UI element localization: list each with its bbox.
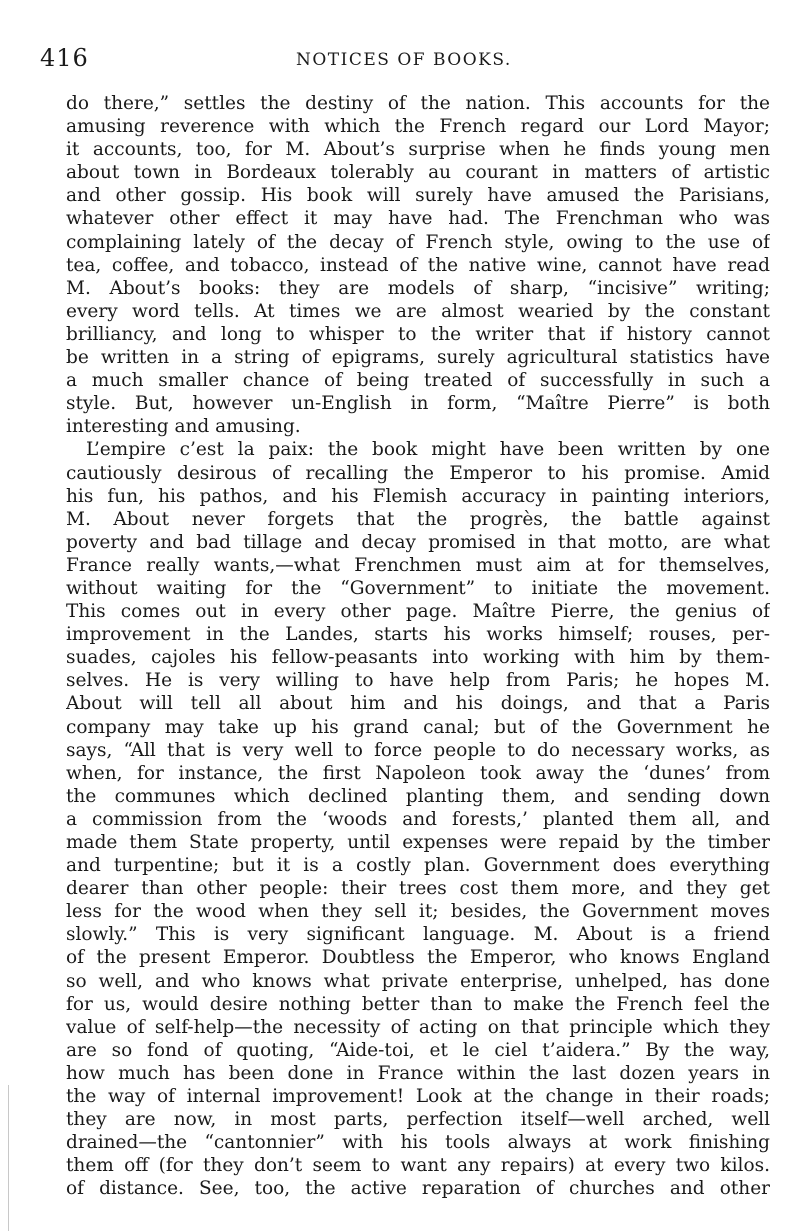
text-line: do there,” settles the destiny of the nation. This accounts for the (66, 93, 770, 114)
paragraph-start-line: L’empire c’est la paix: the book might have been written by one (86, 439, 770, 461)
running-title: NOTICES OF BOOKS. (296, 50, 512, 70)
page-number: 416 (40, 44, 89, 72)
text-line: for us, would desire nothing better than to make the French feel the (66, 993, 770, 1015)
text-line: cautiously desirous of recalling the Emperor to his promise. Amid (66, 462, 770, 484)
text-line: the communes which declined planting them, and sending down (66, 785, 770, 807)
text-line: selves. He is very willing to have help from Paris; he hopes M. (66, 670, 770, 692)
text-line: how much has been done in France within the last dozen years in (66, 1062, 770, 1084)
text-line: whatever other effect it may have had. The Frenchman who was (66, 208, 770, 230)
text-line: company may take up his grand canal; but of the Government he (66, 716, 770, 738)
text-line: tea, coffee, and tobacco, instead of the native wine, cannot have read (66, 254, 770, 276)
text-line: a commission from the ‘woods and forests,’ planted them all, and (66, 808, 770, 830)
text-line: brilliancy, and long to whisper to the writer that if history cannot (66, 323, 770, 345)
text-line: a much smaller chance of being treated of successfully in such a (66, 370, 770, 392)
text-line: the way of internal improvement! Look at the change in their roads; (66, 1086, 770, 1108)
text-line: says, “All that is very well to force people to do necessary works, as (66, 739, 770, 761)
text-line: less for the wood when they sell it; besides, the Government moves (66, 901, 770, 923)
text-line: and turpentine; but it is a costly plan. Government does everything (66, 855, 770, 877)
text-line: slowly.” This is very significant language. M. About is a friend (66, 924, 770, 946)
text-line: improvement in the Landes, starts his works himself; rouses, per- (66, 624, 770, 646)
body-text (66, 92, 770, 1201)
text-line: made them State property, until expenses were repaid by the timber (66, 832, 770, 853)
text-line: poverty and bad tillage and decay promised in that motto, are what (66, 531, 770, 553)
text-line: when, for instance, the first Napoleon took away the ‘dunes’ from (66, 762, 770, 784)
text-line: they are now, in most parts, perfection itself—well arched, well (66, 1109, 770, 1131)
text-line: M. About’s books: they are models of sharp, “incisive” writing; (66, 277, 770, 299)
text-line: drained—the “cantonnier” with his tools always at work finishing (66, 1132, 770, 1154)
text-line: and other gossip. His book will surely have amused the Parisians, (66, 185, 770, 207)
text-line: of the present Emperor. Doubtless the Emperor, who knows England (66, 947, 770, 969)
text-line: of distance. See, too, the active reparation of churches and other (66, 1178, 770, 1200)
text-line: This comes out in every other page. Maître Pierre, the genius of (66, 601, 770, 623)
text-line: amusing reverence with which the French regard our Lord Mayor; (66, 116, 770, 138)
text-line: so well, and who knows what private enterprise, unhelped, has done (66, 970, 770, 992)
text-line: suades, cajoles his fellow-peasants into working with him by them- (66, 647, 770, 669)
text-line: About will tell all about him and his doings, and that a Paris (66, 693, 770, 715)
text-line: style. But, however un-English in form, “Maître Pierre” is both (66, 393, 770, 415)
text-line: about town in Bordeaux tolerably au courant in matters of artistic (66, 162, 770, 184)
text-line: France really wants,—what Frenchmen must aim at for themselves, (66, 554, 770, 576)
text-line: them off (for they don’t seem to want any repairs) at every two kilos. (66, 1155, 770, 1177)
text-line: his fun, his pathos, and his Flemish accuracy in painting interiors, (66, 485, 770, 507)
text-line: be written in a string of epigrams, surely agricultural statistics have (66, 347, 770, 369)
text-line: without waiting for the “Government” to initiate the movement. (66, 577, 770, 599)
text-line: it accounts, too, for M. About’s surprise when he finds young men (66, 139, 770, 161)
text-line: every word tells. At times we are almost wearied by the constant (66, 300, 770, 322)
text-line: complaining lately of the decay of French style, owing to the use of (66, 231, 770, 253)
text-line: dearer than other people: their trees cost them more, and they get (66, 878, 770, 900)
text-line: value of self-help—the necessity of acting on that principle which they (66, 1016, 770, 1038)
paragraph-end-line: interesting and amusing. (66, 416, 301, 438)
text-line: are so fond of quoting, “Aide-toi, et le ciel t’aidera.” By the way, (66, 1039, 770, 1061)
scan-edge-rule (8, 1085, 9, 1231)
text-line: M. About never forgets that the progrès, the battle against (66, 508, 770, 530)
